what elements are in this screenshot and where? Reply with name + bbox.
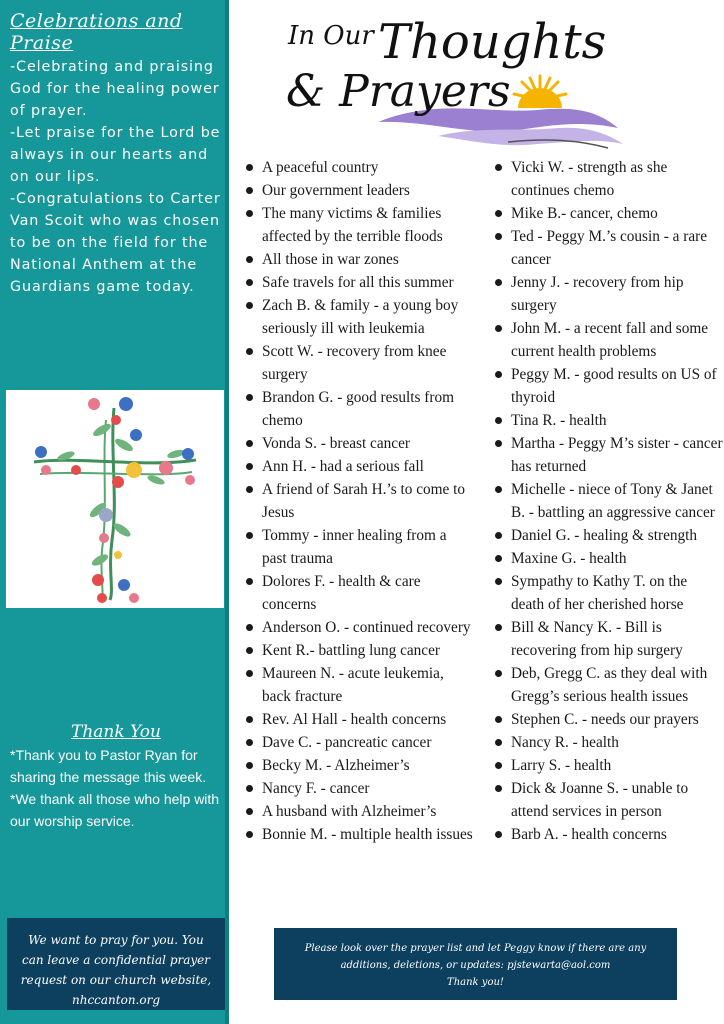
prayer-list-item: Mike B.- cancer, chemo [493,202,723,225]
celebrations-section [10,10,225,298]
prayer-list-item: Vonda S. - breast cancer [244,432,474,455]
prayer-list-item: Ted - Peggy M.’s cousin - a rare cancer [493,225,723,271]
prayer-list-item: Nancy F. - cancer [244,777,474,800]
prayer-list-item: Peggy M. - good results on US of thyroid [493,363,723,409]
prayer-list-item: Daniel G. - healing & strength [493,524,723,547]
prayer-list-item: Scott W. - recovery from knee surgery [244,340,474,386]
logo-graphic [278,2,638,152]
prayer-request-text: We want to pray for you. You can leave a confidential prayer request on our church website, nhccanton.org [20,933,212,1007]
notice-thanks: Thank you! [447,977,504,988]
notice-text: Please look over the prayer list and let Peggy know if there are any additions, deletions, or updates: pjstewarta@aol.com [304,943,647,971]
prayer-list-item: Vicki W. - strength as she continues chemo [493,156,723,202]
thoughts-prayers-logo [278,2,638,152]
prayer-list-column-2 [493,156,723,846]
prayer-list-item: Sympathy to Kathy T. on the death of her cherished horse [493,570,723,616]
logo-text-thoughts: Thoughts [378,14,607,70]
prayer-list-item: John M. - a recent fall and some current health problems [493,317,723,363]
prayer-list-item: Martha - Peggy M’s sister - cancer has returned [493,432,723,478]
prayer-list-item: A peaceful country [244,156,474,179]
thank-you-line: *Thank you to Pastor Ryan for sharing the message this week. [10,747,207,785]
prayer-list-item: Larry S. - health [493,754,723,777]
logo-text-prayers: & Prayers [286,66,511,117]
prayer-list-item: A husband with Alzheimer’s [244,800,474,823]
prayer-list-item: All those in war zones [244,248,474,271]
thank-you-title: Thank You [70,722,161,742]
prayer-request-box [7,918,225,1010]
flower-cross-icon [6,390,224,608]
logo-text-in-our: In Our [288,21,374,51]
prayer-list-item: Maureen N. - acute leukemia, back fracture [244,662,474,708]
prayer-list-item: Kent R.- battling lung cancer [244,639,474,662]
thank-you-line: *We thank all those who help with our worship service. [10,791,220,829]
prayer-list-item: Rev. Al Hall - health concerns [244,708,474,731]
celebration-line: -Congratulations to Carter Van Scoit who was chosen to be on the field for the National Anthem at the Guardians game today. [10,191,221,295]
prayer-list-item: Becky M. - Alzheimer’s [244,754,474,777]
prayer-list-notice [274,928,677,1000]
prayer-list-item: Dave C. - pancreatic cancer [244,731,474,754]
prayer-list-item: Stephen C. - needs our prayers [493,708,723,731]
prayer-list-item: Barb A. - health concerns [493,823,723,846]
prayer-list-item: Michelle - niece of Tony & Janet B. - battling an aggressive cancer [493,478,723,524]
prayer-list-item: Bill & Nancy K. - Bill is recovering from hip surgery [493,616,723,662]
prayer-list-column-1 [244,156,474,846]
prayer-list-item: Anderson O. - continued recovery [244,616,474,639]
flower-cross-image [6,390,224,608]
celebration-line: -Celebrating and praising God for the healing power of prayer. [10,59,220,119]
prayer-list-item: Safe travels for all this summer [244,271,474,294]
prayer-list-item: Brandon G. - good results from chemo [244,386,474,432]
prayer-list-item: Deb, Gregg C. as they deal with Gregg’s serious health issues [493,662,723,708]
prayer-list-item: Our government leaders [244,179,474,202]
prayer-list-item: Jenny J. - recovery from hip surgery [493,271,723,317]
prayer-list-item: Nancy R. - health [493,731,723,754]
prayer-list-item: Tommy - inner healing from a past trauma [244,524,474,570]
prayer-list-item: Tina R. - health [493,409,723,432]
thank-you-section [10,722,222,832]
prayer-list-item: Ann H. - had a serious fall [244,455,474,478]
prayer-list-item: The many victims & families affected by the terrible floods [244,202,474,248]
celebration-line: -Let praise for the Lord be always in our hearts and on our lips. [10,125,221,185]
prayer-list-item: Bonnie M. - multiple health issues [244,823,474,846]
prayer-list-item: Dick & Joanne S. - unable to attend services in person [493,777,723,823]
prayer-list-item: A friend of Sarah H.’s to come to Jesus [244,478,474,524]
prayer-list-item: Dolores F. - health & care concerns [244,570,474,616]
celebrations-title: Celebrations and Praise [10,10,183,54]
prayer-list-item: Maxine G. - health [493,547,723,570]
prayer-list-item: Zach B. & family - a young boy seriously ill with leukemia [244,294,474,340]
sidebar [0,0,229,1024]
